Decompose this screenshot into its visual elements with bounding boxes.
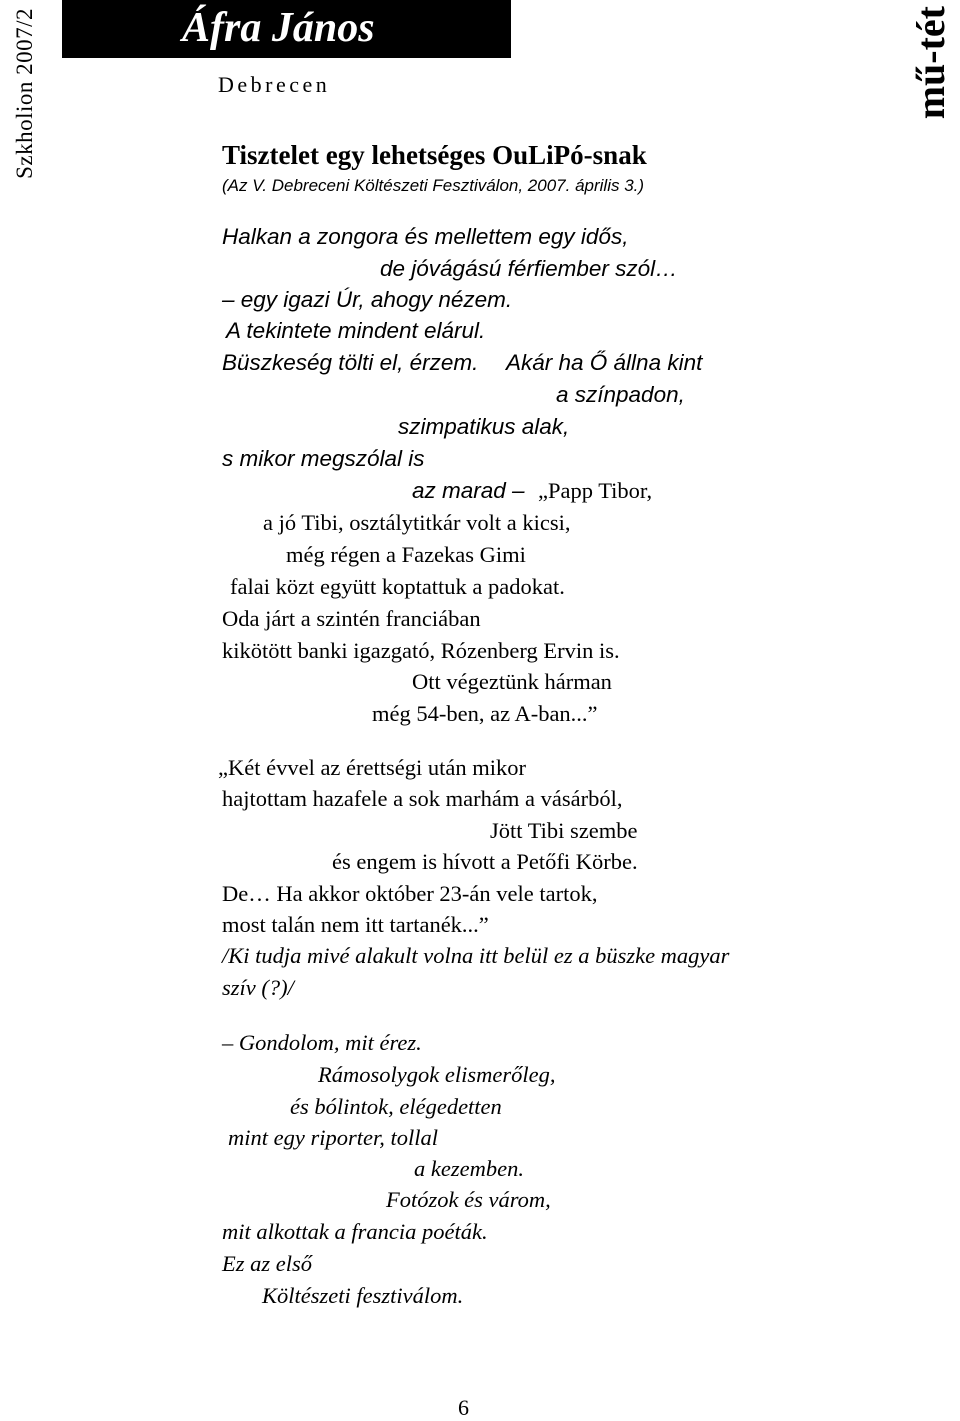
poem-subtitle: (Az V. Debreceni Költészeti Fesztiválon, 2007. április 3.) (222, 176, 645, 195)
poem-line: Oda járt a szintén franciában (222, 606, 481, 631)
journal-issue-label (0, 0, 48, 179)
author-header-bar (62, 0, 511, 58)
poem-line: Fotózok és várom, (386, 1187, 551, 1212)
poem-line: Akár ha Ő állna kint (506, 350, 703, 375)
poem-line: /Ki tudja mivé alakult volna itt belül ez a büszke magyar (222, 943, 730, 968)
poem-line: szimpatikus alak, (398, 414, 570, 439)
author-city: Debrecen (218, 72, 331, 97)
poem-line: falai közt együtt koptattuk a padokat. (230, 574, 565, 599)
poem-line: De… Ha akkor október 23-án vele tartok, (222, 881, 598, 906)
poem-line: Ez az első (222, 1251, 312, 1276)
poem-line: most talán nem itt tartanék...” (222, 912, 489, 937)
poem-line: Ott végeztünk hárman (412, 669, 612, 694)
poem-line: szív (?)/ (222, 975, 294, 1000)
author-name: Áfra János (182, 5, 375, 51)
poem-line: Jött Tibi szembe (490, 818, 638, 843)
poem-line: „Papp Tibor, (538, 478, 653, 503)
poem-line: a jó Tibi, osztálytitkár volt a kicsi, (263, 510, 571, 535)
poem-line: a színpadon, (556, 382, 685, 407)
poem-line: még régen a Fazekas Gimi (286, 542, 526, 567)
poem-line: s mikor megszólal is (222, 446, 425, 471)
poem-line: Büszkeség tölti el, érzem. (222, 350, 479, 375)
poem-line: mint egy riporter, tollal (228, 1125, 438, 1150)
poem-line: „Két évvel az érettségi után mikor (218, 755, 526, 780)
poem-line: – egy igazi Úr, ahogy nézem. (222, 287, 513, 312)
poem-line: Rámosolygok elismerőleg, (318, 1062, 556, 1087)
poem-line: és engem is hívott a Petőfi Körbe. (332, 849, 638, 874)
poem-line: és bólintok, elégedetten (290, 1094, 502, 1119)
poem-line: – Gondolom, mit érez. (222, 1030, 422, 1055)
poem-line: hajtottam hazafele a sok marhám a vásárból, (222, 786, 623, 811)
poem-line: Halkan a zongora és mellettem egy idős, (222, 224, 629, 249)
poem-title: Tisztelet egy lehetséges OuLiPó-snak (222, 140, 647, 170)
poem-line: még 54-ben, az A-ban...” (372, 701, 598, 726)
section-label-text: mű-tét (908, 6, 953, 120)
journal-issue-text: Szkholion 2007/2 (12, 8, 37, 179)
poem-line: a kezemben. (414, 1156, 524, 1181)
poem-line: kikötött banki igazgató, Rózenberg Ervin is. (222, 638, 620, 663)
poem-line: az marad – (412, 478, 525, 503)
poem-line: Költészeti fesztiválom. (262, 1283, 464, 1308)
page-number: 6 (458, 1395, 469, 1420)
poem-line: mit alkottak a francia poéták. (222, 1219, 488, 1244)
poem-line: A tekintete mindent elárul. (226, 318, 486, 343)
poem-line: de jóvágású férfiember szól… (380, 256, 678, 281)
